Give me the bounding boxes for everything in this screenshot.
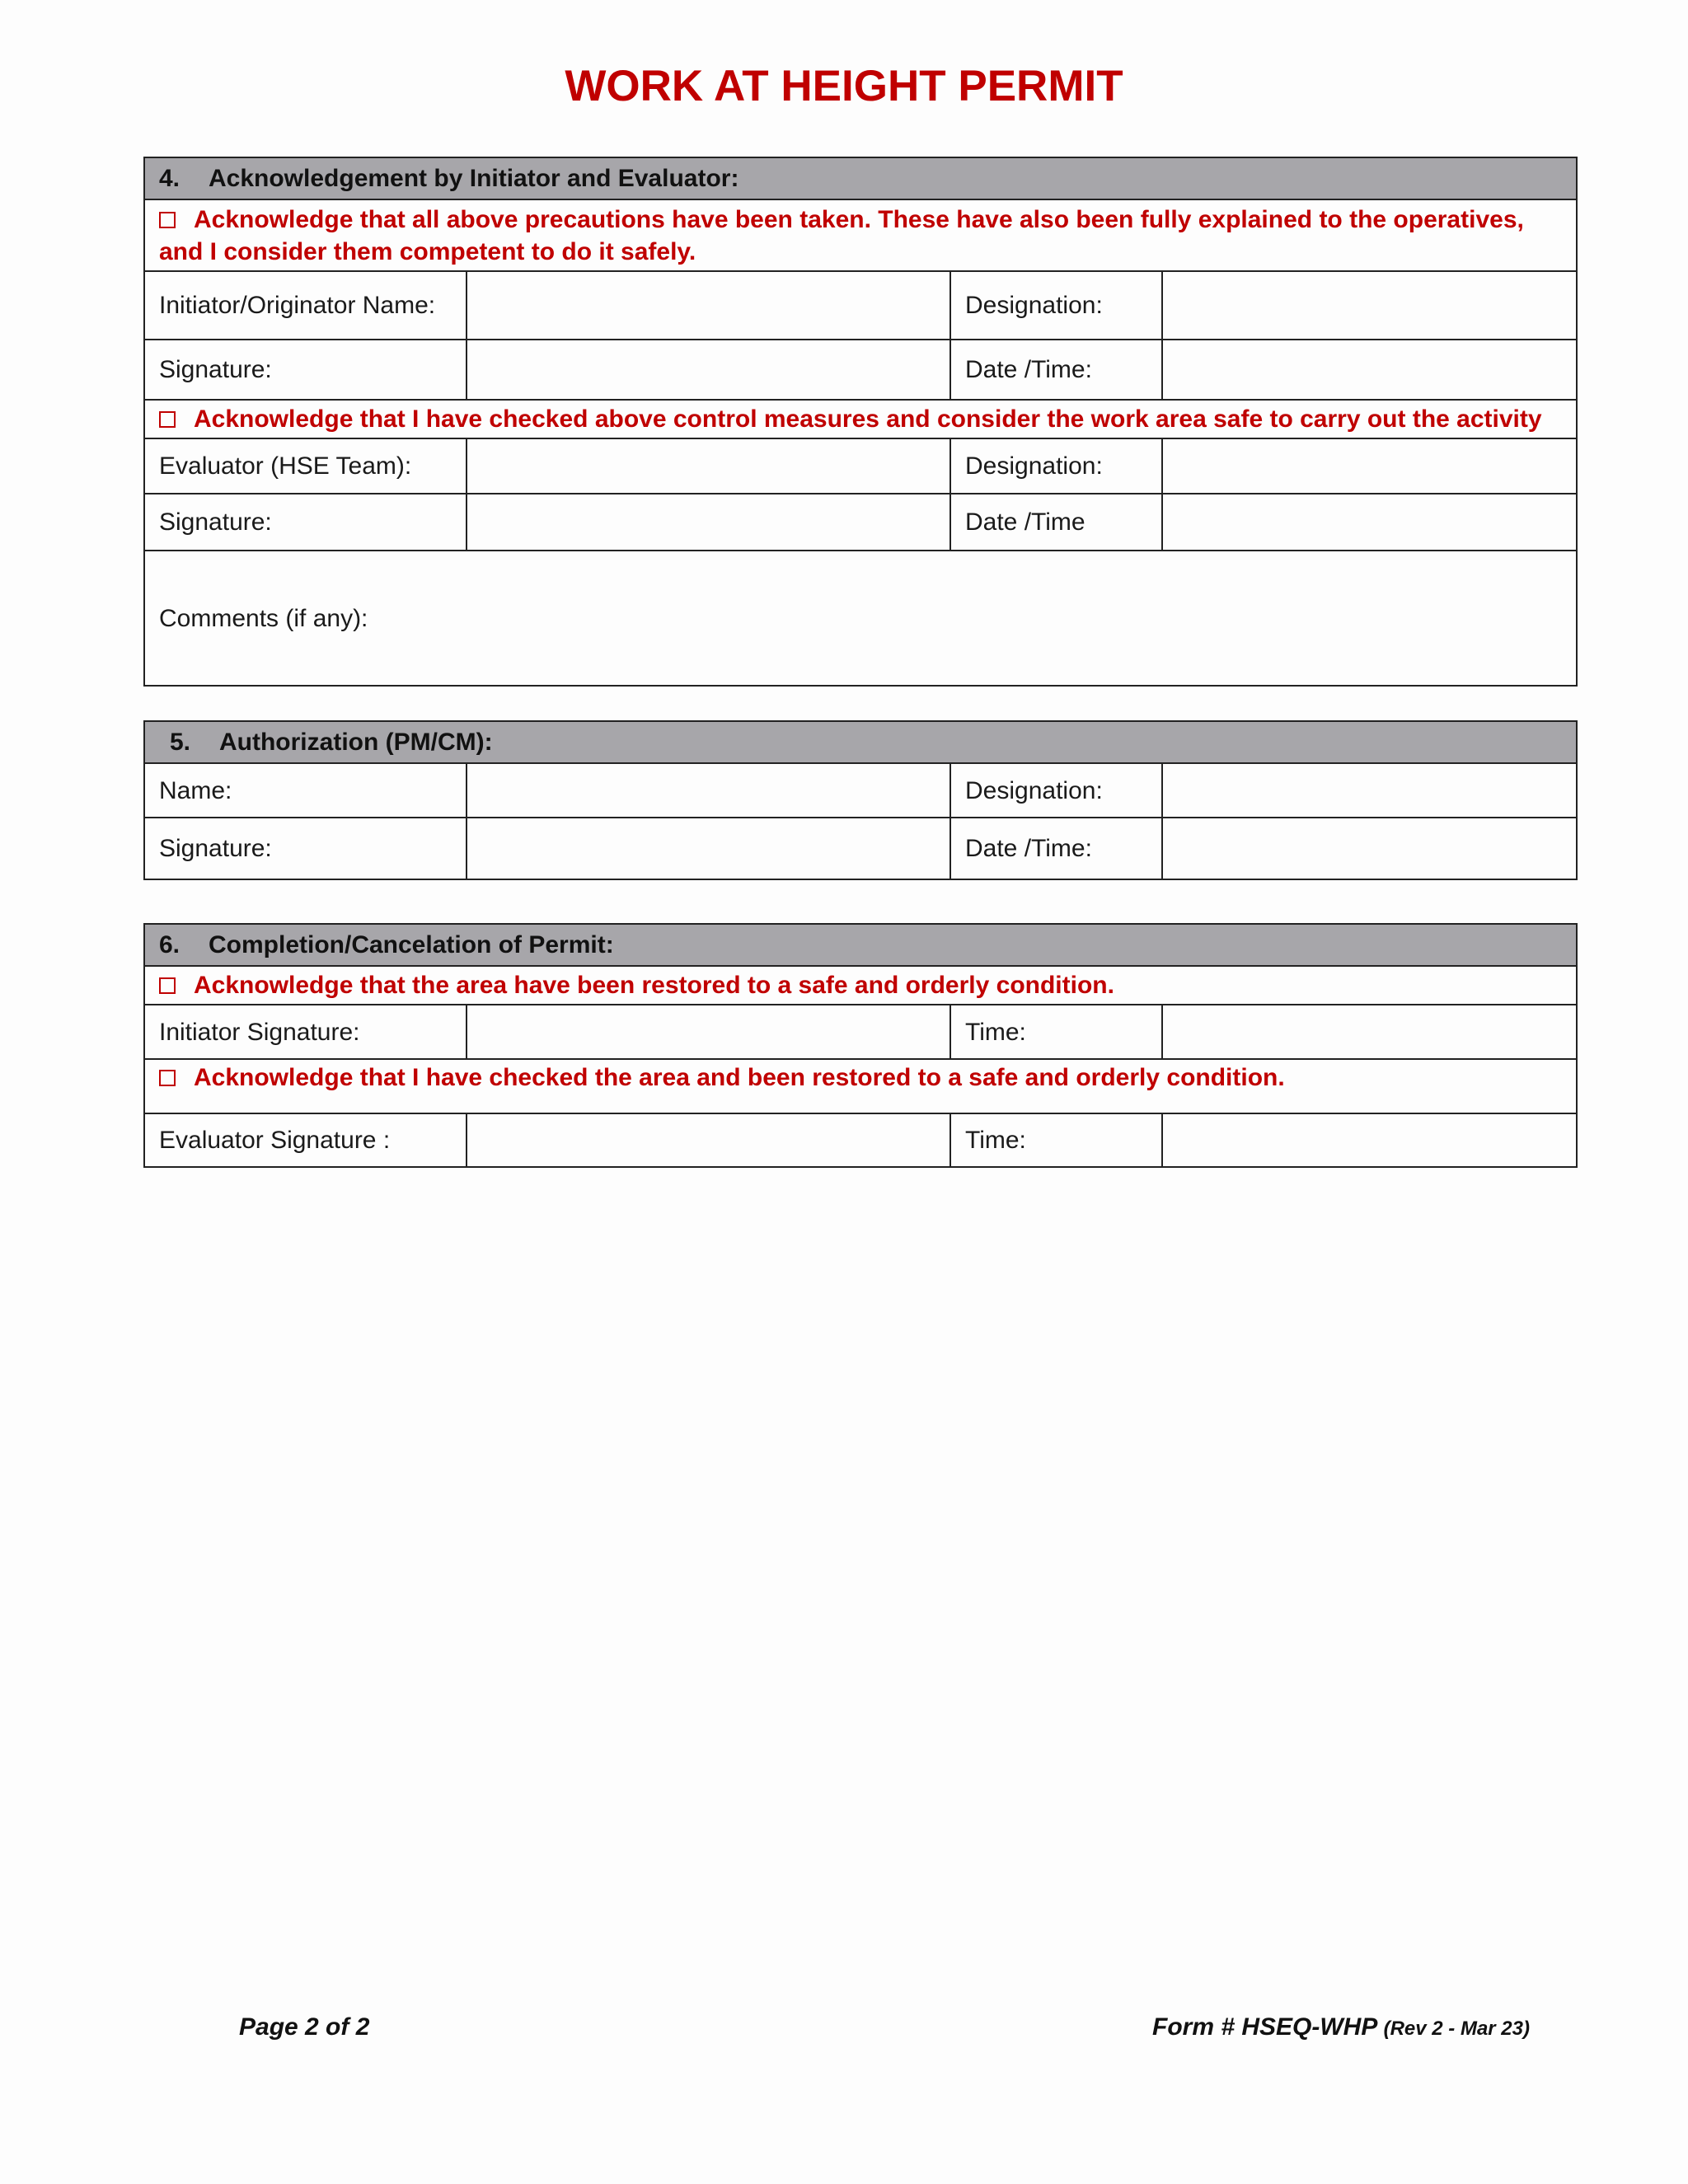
acknowledge-row — [144, 400, 1577, 438]
section-number: 4. — [159, 165, 181, 192]
acknowledge-text: Acknowledge that I have checked the area and been restored to a safe and orderly condition. — [194, 1064, 1285, 1091]
evaluator-signature-field[interactable] — [467, 1113, 950, 1167]
date-time-field[interactable] — [1162, 340, 1577, 400]
signature-label: Signature: — [144, 494, 467, 551]
acknowledge-row — [144, 966, 1577, 1005]
signature-label: Signature: — [144, 340, 467, 400]
form-id: Form # HSEQ-WHP — [1152, 2013, 1377, 2041]
initiator-signature-label: Initiator Signature: — [144, 1005, 467, 1059]
page-title: WORK AT HEIGHT PERMIT — [565, 62, 1123, 110]
signature-field[interactable] — [467, 340, 950, 400]
section-title: Completion/Cancelation of Permit: — [209, 931, 614, 958]
section-6-header — [144, 924, 1577, 966]
checkbox[interactable] — [159, 411, 176, 428]
section-4-header — [144, 157, 1577, 199]
time-label: Time: — [950, 1113, 1162, 1167]
date-time-field[interactable] — [1162, 494, 1577, 551]
time-field[interactable] — [1162, 1113, 1577, 1167]
acknowledge-row — [144, 199, 1577, 271]
section-5-header — [144, 721, 1577, 763]
comments-label: Comments (if any): — [159, 604, 368, 632]
section-6-table — [143, 923, 1578, 1168]
checkbox[interactable] — [159, 977, 176, 994]
checkbox[interactable] — [159, 1070, 176, 1086]
designation-field[interactable] — [1162, 438, 1577, 494]
signature-field[interactable] — [467, 818, 950, 879]
evaluator-label: Evaluator (HSE Team): — [144, 438, 467, 494]
section-4-table — [143, 157, 1578, 687]
comments-field[interactable] — [144, 551, 1577, 686]
acknowledge-text: Acknowledge that the area have been restored to a safe and orderly condition. — [194, 972, 1114, 999]
acknowledge-text: Acknowledge that I have checked above control measures and consider the work area safe to carry out the activity — [194, 405, 1542, 433]
initiator-name-label: Initiator/Originator Name: — [144, 271, 467, 340]
time-label: Time: — [950, 1005, 1162, 1059]
section-5-table — [143, 720, 1578, 880]
form-number — [1152, 2013, 1530, 2041]
section-number: 6. — [159, 931, 181, 958]
initiator-name-field[interactable] — [467, 271, 950, 340]
time-field[interactable] — [1162, 1005, 1577, 1059]
page-number: Page 2 of 2 — [239, 2013, 370, 2041]
designation-label: Designation: — [950, 763, 1162, 818]
initiator-signature-field[interactable] — [467, 1005, 950, 1059]
section-title: Authorization (PM/CM): — [219, 729, 493, 756]
evaluator-signature-label: Evaluator Signature : — [144, 1113, 467, 1167]
designation-label: Designation: — [950, 438, 1162, 494]
checkbox[interactable] — [159, 212, 176, 228]
designation-label: Designation: — [950, 271, 1162, 340]
date-time-label: Date /Time: — [950, 818, 1162, 879]
acknowledge-text: Acknowledge that all above precautions have been taken. These have also been fully explained to the operatives, and I consider them competent to do it safely. — [159, 205, 1524, 265]
name-field[interactable] — [467, 763, 950, 818]
section-title: Acknowledgement by Initiator and Evaluator: — [209, 165, 739, 192]
date-time-label: Date /Time: — [950, 340, 1162, 400]
signature-label: Signature: — [144, 818, 467, 879]
designation-field[interactable] — [1162, 763, 1577, 818]
date-time-field[interactable] — [1162, 818, 1577, 879]
designation-field[interactable] — [1162, 271, 1577, 340]
form-revision: (Rev 2 - Mar 23) — [1383, 2018, 1530, 2040]
section-number: 5. — [170, 729, 191, 756]
name-label: Name: — [144, 763, 467, 818]
acknowledge-row — [144, 1059, 1577, 1113]
evaluator-field[interactable] — [467, 438, 950, 494]
signature-field[interactable] — [467, 494, 950, 551]
date-time-label: Date /Time — [950, 494, 1162, 551]
